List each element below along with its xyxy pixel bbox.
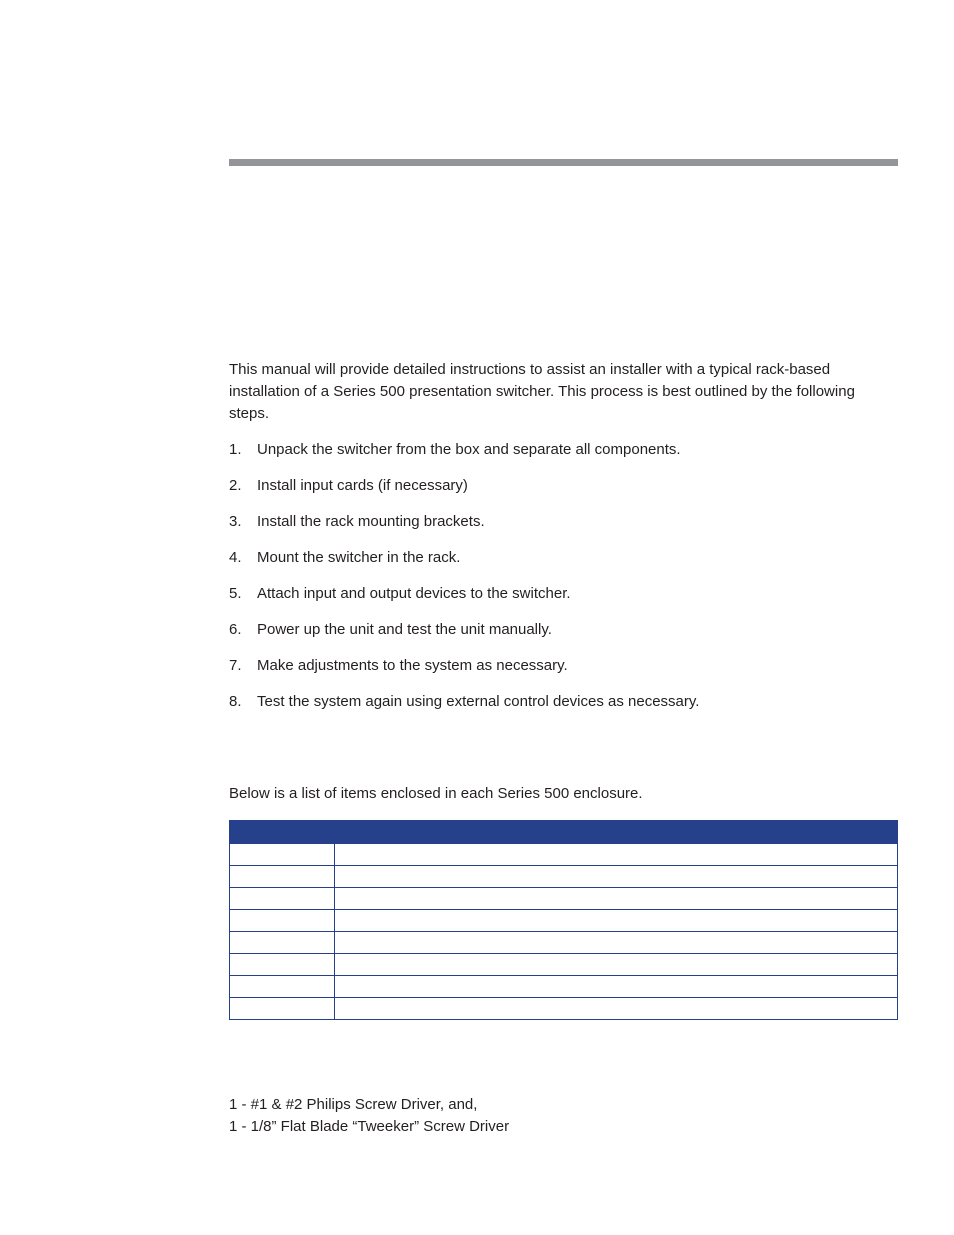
table-row	[230, 844, 898, 866]
step-number: 4.	[229, 549, 242, 566]
qty-cell	[230, 998, 335, 1020]
enclosed-items-table	[229, 820, 898, 1020]
step-number: 8.	[229, 693, 242, 710]
step-item	[229, 439, 898, 475]
qty-cell	[230, 866, 335, 888]
step-text: Attach input and output devices to the switcher.	[257, 585, 571, 602]
table-row	[230, 866, 898, 888]
step-number: 6.	[229, 621, 242, 638]
item-cell	[335, 976, 898, 998]
qty-cell	[230, 910, 335, 932]
step-text: Mount the switcher in the rack.	[257, 549, 461, 566]
table-header-row	[230, 821, 898, 844]
item-cell	[335, 998, 898, 1020]
step-item	[229, 655, 898, 691]
step-text: Make adjustments to the system as necessary.	[257, 657, 568, 674]
step-item	[229, 511, 898, 547]
step-number: 2.	[229, 477, 242, 494]
table-row	[230, 932, 898, 954]
item-cell	[335, 888, 898, 910]
header-rule	[229, 159, 898, 166]
item-cell	[335, 954, 898, 976]
table-header-cell	[230, 821, 898, 844]
step-text: Power up the unit and test the unit manually.	[257, 621, 552, 638]
qty-cell	[230, 976, 335, 998]
tool-line: 1 - 1/8” Flat Blade “Tweeker” Screw Driver	[229, 1118, 510, 1135]
qty-cell	[230, 844, 335, 866]
tools-list	[229, 1094, 898, 1138]
table-row	[230, 910, 898, 932]
step-text: Install the rack mounting brackets.	[257, 513, 485, 530]
step-item	[229, 619, 898, 655]
table-row	[230, 976, 898, 998]
step-item	[229, 547, 898, 583]
step-number: 3.	[229, 513, 242, 530]
item-cell	[335, 844, 898, 866]
qty-cell	[230, 932, 335, 954]
installation-steps-list	[229, 439, 898, 727]
step-text: Unpack the switcher from the box and separate all components.	[257, 441, 681, 458]
step-number: 5.	[229, 585, 242, 602]
table-row	[230, 998, 898, 1020]
step-item	[229, 583, 898, 619]
step-number: 7.	[229, 657, 242, 674]
step-item	[229, 475, 898, 511]
item-cell	[335, 932, 898, 954]
items-intro: Below is a list of items enclosed in each Series 500 enclosure.	[229, 785, 643, 802]
table-row	[230, 888, 898, 910]
item-cell	[335, 910, 898, 932]
item-cell	[335, 866, 898, 888]
table-row	[230, 954, 898, 976]
step-item	[229, 691, 898, 727]
qty-cell	[230, 888, 335, 910]
intro-paragraph: This manual will provide detailed instructions to assist an installer with a typical rack-based installation of a Series 500 presentation switcher. This process is best outlined by the following steps.	[229, 361, 855, 422]
tool-line: 1 - #1 & #2 Philips Screw Driver, and,	[229, 1096, 478, 1113]
step-text: Test the system again using external control devices as necessary.	[257, 693, 700, 710]
qty-cell	[230, 954, 335, 976]
step-number: 1.	[229, 441, 242, 458]
step-text: Install input cards (if necessary)	[257, 477, 468, 494]
